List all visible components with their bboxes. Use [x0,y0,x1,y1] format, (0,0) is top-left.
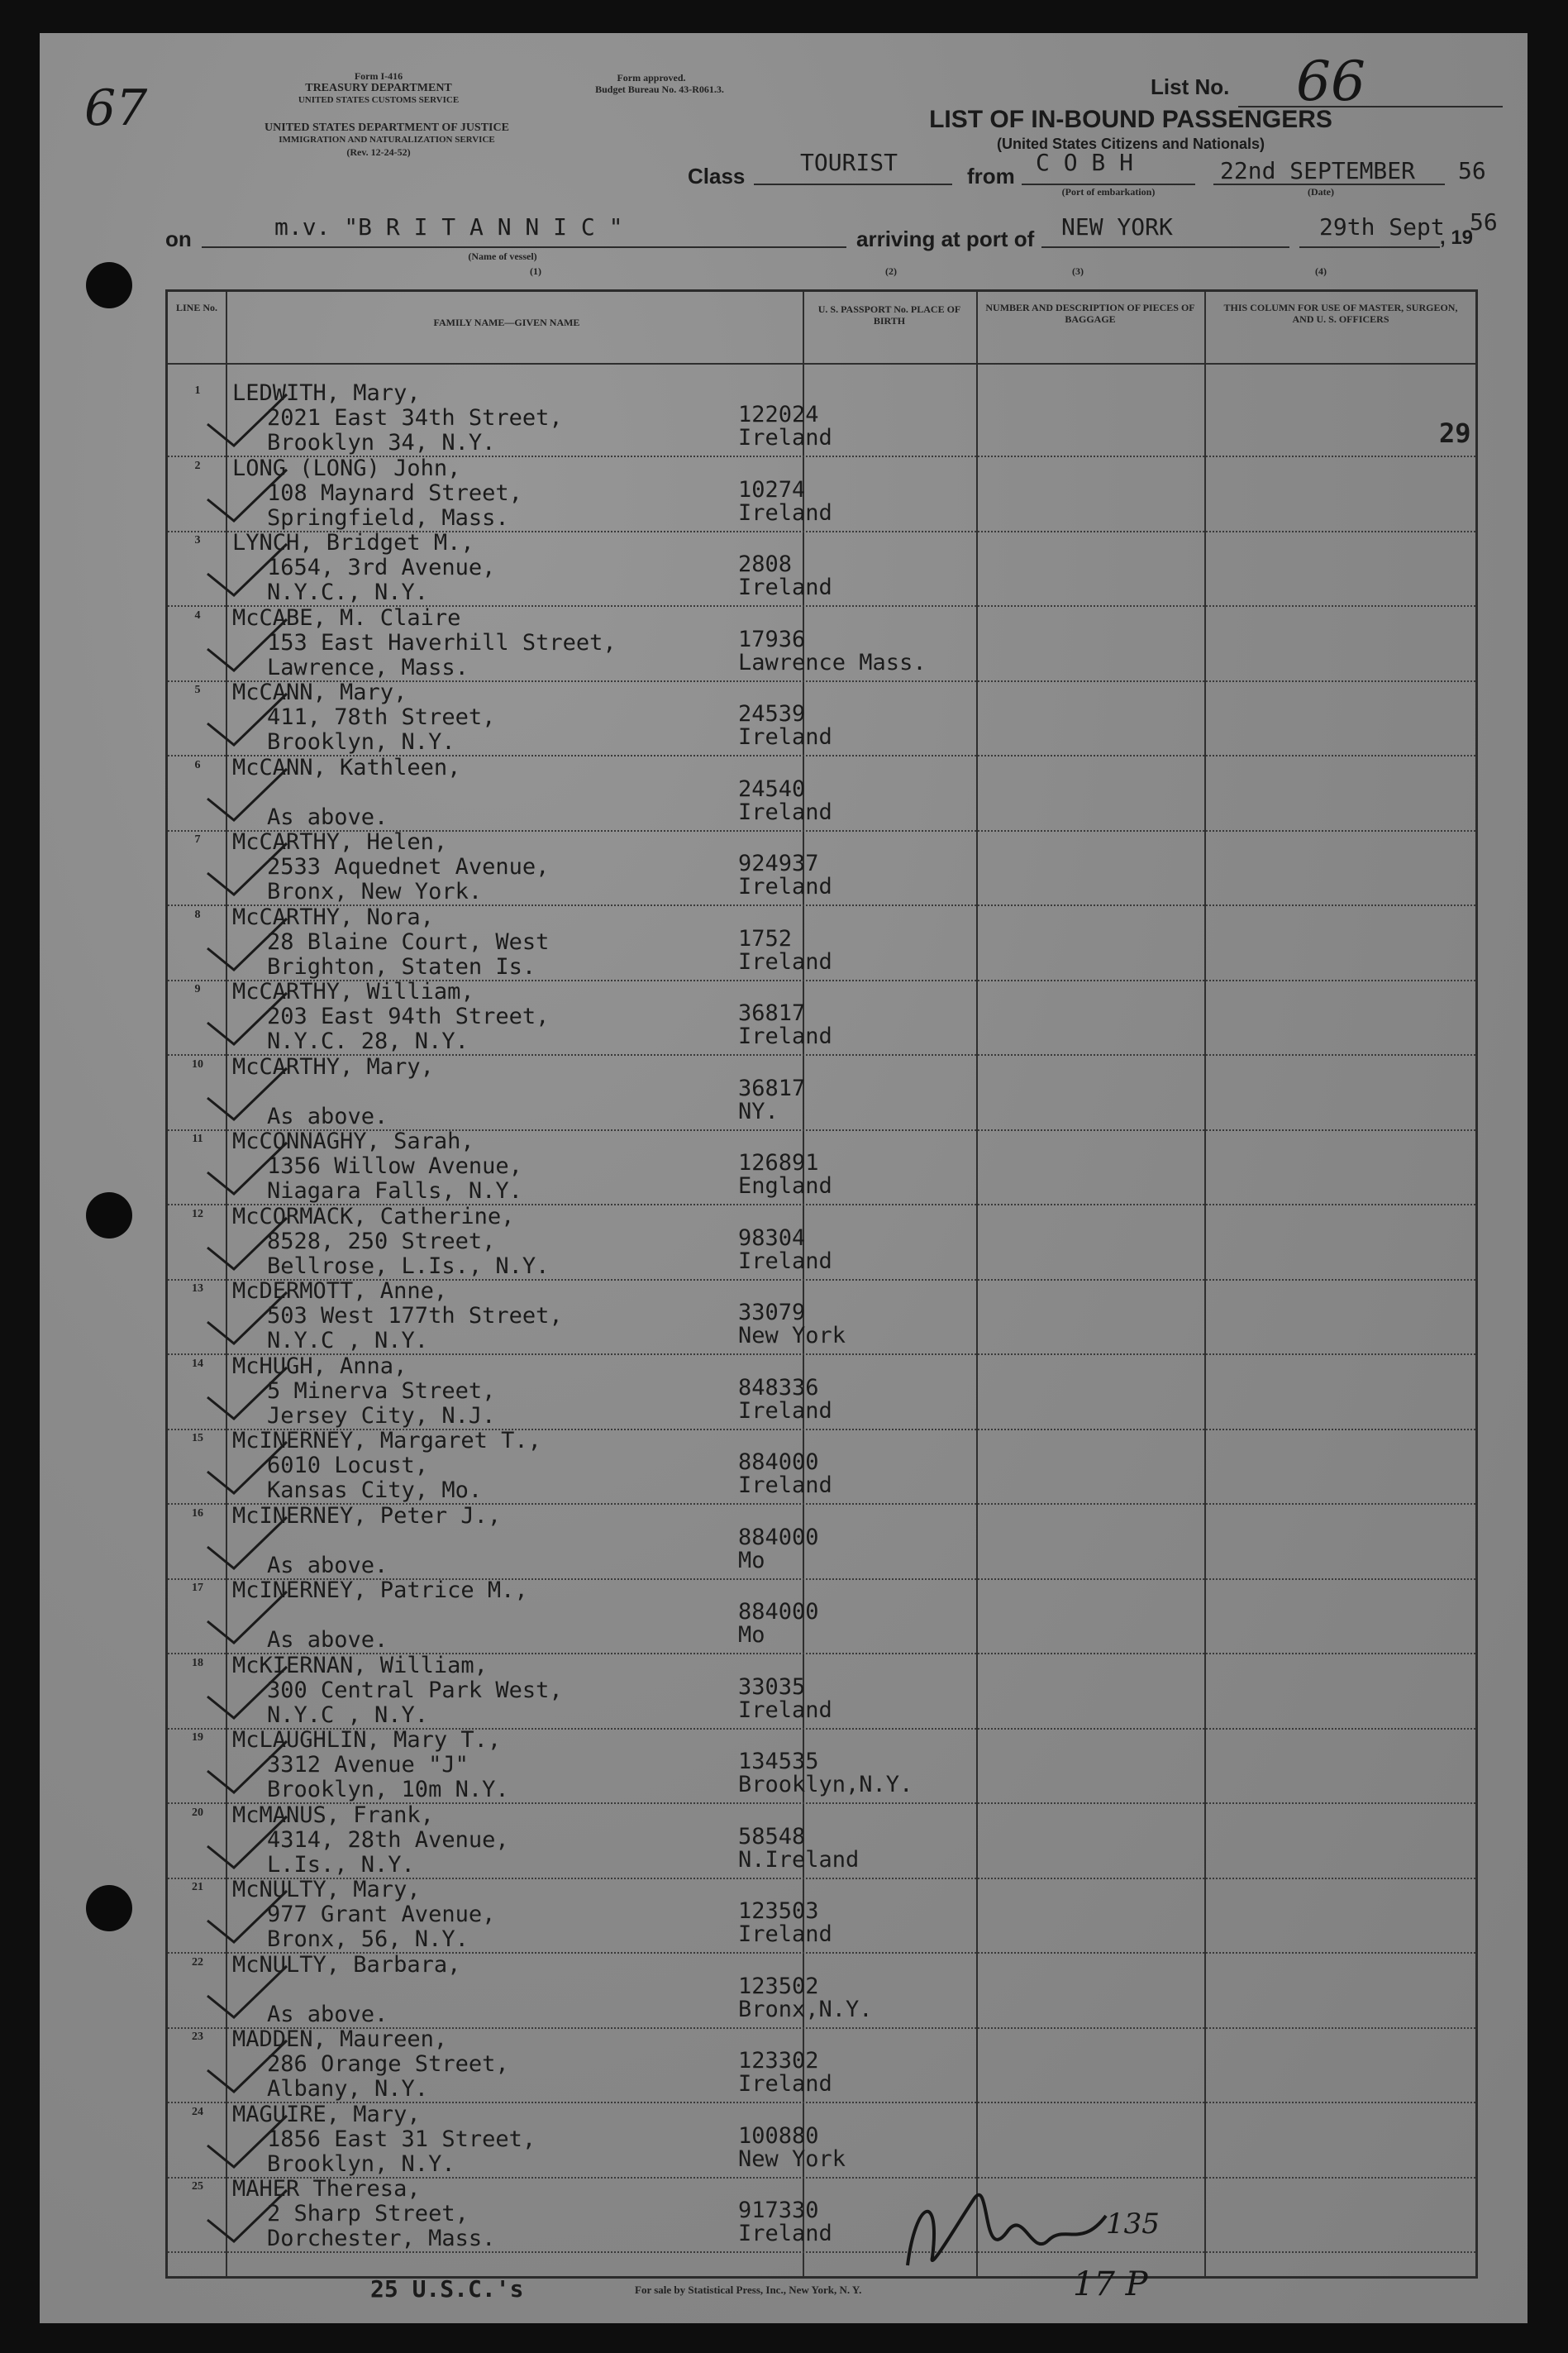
place-of-birth: Lawrence Mass. [738,649,927,675]
passenger-name: MAGUIRE, Mary, [232,2101,421,2127]
passenger-address-line1: 977 Grant Avenue, [267,1902,496,1927]
passenger-name: McINERNEY, Margaret T., [232,1428,541,1453]
passenger-name: McCONNAGHY, Sarah, [232,1129,474,1154]
line-number: 21 [192,1881,203,1893]
place-of-birth: Ireland [738,425,832,451]
column-number-4: (4) [1315,265,1327,277]
place-of-birth: Ireland [738,1921,832,1947]
passport-number: 24539 [738,701,806,727]
line-number: 20 [192,1806,203,1819]
passport-number: 123503 [738,1898,819,1924]
on-label: on [165,227,192,251]
table-row [168,1353,1475,1433]
place-of-birth: Bronx,N.Y. [738,1996,873,2022]
passenger-address-line2: Bronx, New York. [267,879,483,904]
vessel-name: m.v. "B R I T A N N I C " [274,213,623,241]
table-row [168,2176,1475,2255]
passenger-address-line2: Brooklyn, N.Y. [267,729,455,755]
line-number: 5 [194,684,201,696]
passenger-table [165,289,1478,2279]
line-number: 8 [194,908,201,921]
passport-number: 58548 [738,1823,806,1849]
passport-number: 122024 [738,402,819,427]
from-label: from [967,164,1015,189]
passenger-address-line1: 4314, 28th Avenue, [267,1826,509,1853]
line-number: 10 [192,1057,203,1071]
table-row [168,754,1475,834]
table-row [168,1278,1475,1358]
passenger-name: MADDEN, Maureen, [232,2026,448,2052]
table-row [168,1951,1475,2031]
punch-hole-bottom [86,1885,132,1931]
line-number: 16 [192,1506,203,1520]
passenger-address-line2: N.Y.C. 28, N.Y. [267,1029,469,1054]
table-row [168,530,1475,609]
signature-note-2: 17 P [1073,2265,1148,2303]
place-of-birth: Ireland [738,874,832,900]
table-row [168,380,1475,460]
form-subtitle: (United States Citizens and Nationals) [996,136,1265,152]
passenger-name: McCARTHY, Nora, [232,904,434,930]
line-number: 19 [192,1731,203,1744]
printer-credit: For sale by Statistical Press, Inc., New York, N. Y. [635,2284,862,2296]
place-of-birth: Ireland [738,1397,832,1424]
form-approved: Form approved. [617,72,686,84]
place-of-birth: Ireland [738,2071,832,2097]
table-row [168,829,1475,909]
place-of-birth: Ireland [738,1697,832,1723]
passenger-address-line1: 411, 78th Street, [267,704,496,730]
port-line [1041,246,1289,248]
passenger-name: McINERNEY, Patrice M., [232,1577,528,1603]
form-number: Form I-416 [354,70,403,82]
passenger-address-line2: As above. [267,2001,388,2027]
signature-stroke [908,2195,1106,2265]
passenger-address-line1: 6010 Locust, [267,1453,429,1478]
form-revision: (Rev. 12-24-52) [346,146,411,158]
passenger-address-line2: As above. [267,1627,388,1653]
table-row [168,1802,1475,1882]
col-head-baggage: NUMBER AND DESCRIPTION OF PIECES OF BAGGAGE [985,302,1195,325]
passport-number: 33035 [738,1673,806,1700]
place-of-birth: N.Ireland [738,1846,860,1873]
passenger-address-line1: 1356 Willow Avenue, [267,1153,522,1179]
passport-number: 917330 [738,2198,819,2223]
column-number-3: (3) [1072,265,1084,277]
passport-number: 134535 [738,1749,819,1774]
passenger-address-line2: Brooklyn 34, N.Y. [267,430,496,456]
line-number: 4 [194,609,201,622]
table-row [168,1877,1475,1956]
passport-number: 884000 [738,1449,819,1475]
line-number: 23 [192,2031,203,2043]
passport-number: 1752 [738,925,793,952]
passport-number: 36817 [738,1075,806,1101]
from-value: C O B H [1036,149,1134,176]
table-row [168,1727,1475,1807]
column-number-1: (1) [530,265,541,277]
passport-number: 10274 [738,476,806,503]
place-of-birth: Mo [738,1622,765,1648]
line-number: 2 [194,459,201,472]
passport-number: 33079 [738,1300,806,1325]
passenger-address-line1: 108 Maynard Street, [267,480,522,506]
passenger-address-line2: Brooklyn, 10m N.Y. [267,1777,509,1802]
passport-number: 924937 [738,851,819,876]
table-row [168,2026,1475,2106]
passenger-name: McINERNEY, Peter J., [232,1502,502,1529]
passenger-name: McNULTY, Barbara, [232,1951,461,1978]
budget-bureau: Budget Bureau No. 43-R061.3. [595,84,724,95]
passenger-address-line1: 8528, 250 Street, [267,1228,496,1254]
line-number: 17 [192,1582,203,1594]
passenger-address-line1: 300 Central Park West, [267,1677,563,1703]
table-row [168,1129,1475,1208]
passenger-address-line1: 286 Orange Street, [267,2051,509,2077]
table-row [168,455,1475,535]
arriving-label: arriving at port of [856,227,1035,251]
class-label: Class [688,164,746,189]
line-number: 15 [192,1432,203,1444]
passenger-name: LEDWITH, Mary, [232,380,421,406]
passenger-name: LYNCH, Bridget M., [232,530,474,556]
passport-number: 98304 [738,1224,806,1251]
line-number: 7 [194,833,201,846]
table-row [168,2101,1475,2181]
list-no-label: List No. [1151,74,1230,99]
arrival-date-line [1299,246,1440,248]
passenger-address-line2: As above. [267,804,388,830]
line-number: 25 [192,2180,203,2193]
departure-date: 22nd SEPTEMBER [1220,157,1416,184]
place-of-birth: NY. [738,1098,779,1124]
arrival-date: 29th Sept [1319,213,1445,241]
table-row [168,904,1475,984]
passenger-address-line2: As above. [267,1552,388,1578]
vessel-line [202,246,846,248]
place-of-birth: Ireland [738,724,832,750]
passport-number: 884000 [738,1524,819,1550]
dept-justice-sub: IMMIGRATION AND NATURALIZATION SERVICE [279,135,495,145]
passenger-address-line2: Bellrose, L.Is., N.Y. [267,1253,550,1279]
passenger-address-line1: 2533 Aquednet Avenue, [267,854,550,880]
place-of-birth: Ireland [738,799,832,825]
punch-hole-middle [86,1192,132,1239]
place-of-birth: New York [738,1323,846,1348]
passport-number: 126891 [738,1150,819,1176]
embark-caption: (Port of embarkation) [1061,186,1156,198]
class-value: TOURIST [800,149,898,176]
place-of-birth: Ireland [738,1024,832,1049]
place-of-birth: Ireland [738,499,832,526]
passenger-name: McCANN, Kathleen, [232,754,461,780]
arrival-year-prefix: , 19 [1440,227,1474,249]
punch-hole-top [86,262,132,308]
departure-year: 56 [1458,157,1486,184]
line-number: 13 [192,1282,203,1295]
place-of-birth: England [738,1173,832,1199]
table-row [168,1502,1475,1582]
passenger-name: McCANN, Mary, [232,680,407,705]
passenger-address-line1: 2021 East 34th Street, [267,405,563,431]
manifest-sheet [40,33,1527,2323]
passenger-address-line2: Lawrence, Mass. [267,654,469,680]
passenger-name: McCARTHY, Mary, [232,1053,434,1080]
table-row [168,604,1475,685]
passenger-address-line2: Jersey City, N.J. [267,1402,496,1429]
passenger-name: McCABE, M. Claire [232,604,461,631]
passenger-address-line1: 3312 Avenue "J" [267,1752,469,1778]
vessel-caption: (Name of vessel) [468,251,537,262]
table-row [168,1053,1475,1134]
table-row [168,680,1475,759]
passenger-address-line2: Bronx, 56, N.Y. [267,1926,469,1952]
passport-number: 884000 [738,1599,819,1625]
from-line [1022,184,1195,185]
passport-number: 848336 [738,1374,819,1401]
passenger-name: LONG (LONG) John, [232,455,461,481]
margin-note: 67 [84,79,148,137]
place-of-birth: Brooklyn,N.Y. [738,1772,913,1797]
table-row [168,1577,1475,1657]
col-head-officers: THIS COLUMN FOR USE OF MASTER, SURGEON, AND U. S. OFFICERS [1223,302,1458,325]
date-caption: (Date) [1308,186,1334,198]
passport-number: 17936 [738,626,806,652]
passport-number: 123302 [738,2048,819,2074]
class-line [754,184,952,185]
line-number: 18 [192,1656,203,1669]
passenger-name: McMANUS, Frank, [232,1802,434,1828]
place-of-birth: Mo [738,1547,765,1573]
line-number: 24 [192,2105,203,2118]
line-number: 1 [194,384,201,397]
place-of-birth: Ireland [738,2221,832,2246]
passenger-address-line2: Albany, N.Y. [267,2076,429,2102]
place-of-birth: Ireland [738,1472,832,1498]
passenger-address-line1: 203 East 94th Street, [267,1004,550,1029]
arrival-year: 56 [1470,208,1498,236]
passenger-name: McNULTY, Mary, [232,1877,421,1902]
dept-treasury-sub: UNITED STATES CUSTOMS SERVICE [298,95,460,105]
form-title: LIST OF IN-BOUND PASSENGERS [929,106,1332,133]
col-head-passport: U. S. PASSPORT No. PLACE OF BIRTH [817,303,961,327]
passenger-name: McCARTHY, Helen, [232,829,448,855]
passenger-address-line1: 28 Blaine Court, West [267,928,550,955]
passenger-address-line2: N.Y.C , N.Y. [267,1328,429,1353]
table-row [168,1203,1475,1283]
list-no-value: 66 [1296,50,1365,113]
passenger-address-line2: N.Y.C., N.Y. [267,580,429,605]
line-number: 14 [192,1357,203,1370]
passenger-address-line1: 2 Sharp Street, [267,2201,469,2227]
passport-number: 123502 [738,1973,819,1999]
passenger-address-line2: As above. [267,1103,388,1129]
passenger-address-line2: Springfield, Mass. [267,504,509,531]
dept-treasury: TREASURY DEPARTMENT [305,82,452,94]
passport-number: 100880 [738,2122,819,2149]
passenger-address-line2: Dorchester, Mass. [267,2226,496,2251]
table-row [168,1428,1475,1507]
passenger-address-line1: 153 East Haverhill Street, [267,629,617,656]
line-number: 9 [194,983,201,995]
line-number: 12 [192,1207,203,1220]
passenger-address-line2: Brighton, Staten Is. [267,953,536,980]
place-of-birth: Ireland [738,1248,832,1274]
passenger-address-line2: N.Y.C , N.Y. [267,1702,429,1728]
passenger-count-note: 29 [1439,418,1471,449]
place-of-birth: Ireland [738,575,832,600]
passenger-address-line2: L.Is., N.Y. [267,1851,415,1878]
passport-number: 2808 [738,551,793,577]
total-passengers: 25 U.S.C.'s [370,2275,524,2303]
line-number: 22 [192,1955,203,1969]
passenger-name: McCORMACK, Catherine, [232,1203,515,1229]
passenger-address-line2: Niagara Falls, N.Y. [267,1178,522,1204]
signature-note: 135 [1106,2207,1160,2241]
passenger-address-line1: 1654, 3rd Avenue, [267,555,496,580]
passenger-address-line1: 5 Minerva Street, [267,1377,496,1404]
passport-number: 24540 [738,776,806,802]
line-number: 3 [194,534,201,546]
col-head-line: LINE No. [175,302,217,313]
dept-justice: UNITED STATES DEPARTMENT OF JUSTICE [265,122,509,134]
passport-number: 36817 [738,1000,806,1026]
column-number-2: (2) [885,265,897,277]
passenger-name: McHUGH, Anna, [232,1353,407,1379]
place-of-birth: New York [738,2145,846,2172]
passenger-address-line2: Kansas City, Mo. [267,1477,483,1503]
passenger-name: MAHER Theresa, [232,2176,421,2202]
line-number: 11 [192,1133,203,1145]
passenger-address-line1: 503 West 177th Street, [267,1303,563,1329]
table-row [168,1652,1475,1732]
place-of-birth: Ireland [738,948,832,975]
passenger-address-line1: 1856 East 31 Street, [267,2126,536,2152]
passenger-name: McDERMOTT, Anne, [232,1278,448,1304]
col-head-name: FAMILY NAME—GIVEN NAME [433,317,580,328]
passenger-name: McLAUGHLIN, Mary T., [232,1727,502,1753]
passenger-name: McKIERNAN, William, [232,1652,488,1678]
passenger-name: McCARTHY, William, [232,979,474,1005]
arrival-port: NEW YORK [1061,213,1173,241]
line-number: 6 [194,758,201,771]
passenger-address-line2: Brooklyn, N.Y. [267,2150,455,2177]
table-row [168,979,1475,1058]
